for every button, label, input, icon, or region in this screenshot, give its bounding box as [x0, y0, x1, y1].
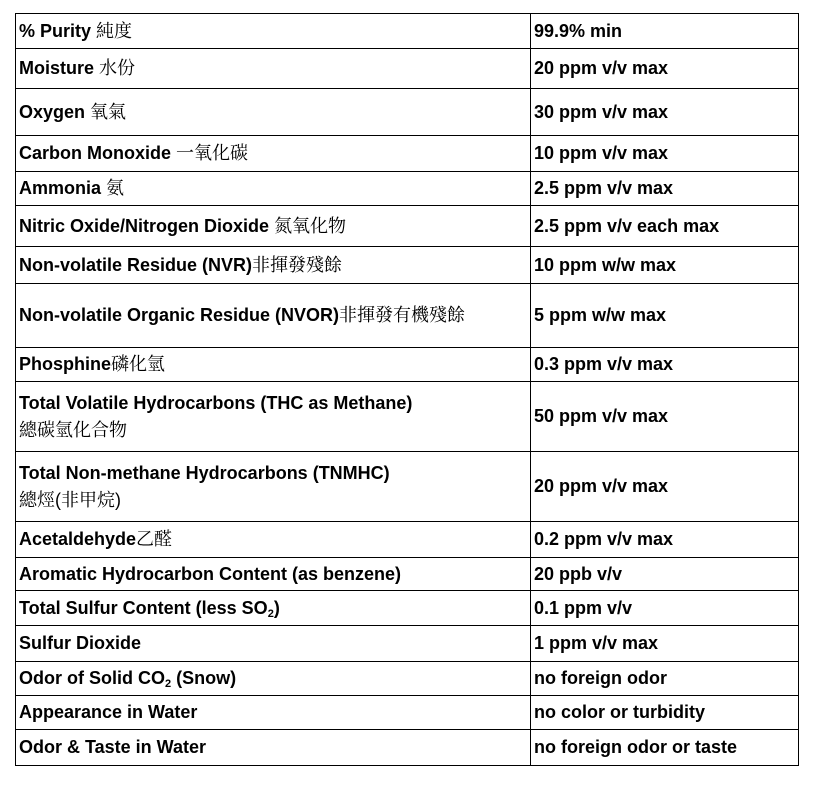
parameter-chinese-label: 水份 [99, 58, 136, 78]
parameter-chinese-label: 一氧化碳 [176, 143, 249, 163]
spec-cell: 20 ppm v/v max [531, 49, 799, 89]
table-row [16, 591, 799, 626]
spec-cell: 1 ppm v/v max [531, 626, 799, 662]
table-row [16, 172, 799, 206]
spec-cell: 20 ppb v/v [531, 558, 799, 591]
parameter-chinese-label: 磷化氫 [111, 354, 166, 374]
parameter-label: Total Volatile Hydrocarbons (THC as Methane) [19, 392, 413, 413]
parameter-cell [16, 49, 531, 89]
parameter-cell [16, 626, 531, 662]
subscript: 2 [267, 607, 274, 620]
parameter-cell [16, 206, 531, 247]
parameter-cell [16, 136, 531, 172]
table-row [16, 522, 799, 558]
table-row [16, 382, 799, 452]
spec-cell: no foreign odor [531, 662, 799, 696]
spec-cell: 10 ppm v/v max [531, 136, 799, 172]
parameter-chinese-label: 氧氣 [90, 101, 127, 122]
parameter-cell [16, 247, 531, 284]
table-row [16, 49, 799, 89]
table-row [16, 662, 799, 696]
parameter-cell [16, 382, 531, 452]
parameter-label: Moisture [19, 58, 95, 78]
parameter-label: Aromatic Hydrocarbon Content (as benzene) [19, 563, 402, 584]
table-row [16, 696, 799, 730]
parameter-chinese-label: 乙醛 [136, 529, 173, 549]
parameter-chinese-label: 非揮發殘餘 [252, 254, 343, 275]
table-row [16, 136, 799, 172]
parameter-cell [16, 14, 531, 49]
parameter-cell [16, 452, 531, 522]
spec-cell: 10 ppm w/w max [531, 247, 799, 284]
parameter-label: Phosphine [19, 354, 112, 374]
parameter-cell [16, 696, 531, 730]
spec-cell: 0.1 ppm v/v [531, 591, 799, 626]
parameter-label: Ammonia [19, 178, 102, 198]
spec-cell: 0.2 ppm v/v max [531, 522, 799, 558]
parameter-cell [16, 89, 531, 136]
table-row [16, 14, 799, 49]
parameter-cell [16, 662, 531, 696]
spec-cell: 30 ppm v/v max [531, 89, 799, 136]
parameter-chinese-label: 氨 [106, 178, 125, 198]
table-row [16, 626, 799, 662]
parameter-cell [16, 591, 531, 626]
parameter-cell [16, 348, 531, 382]
table-row [16, 730, 799, 766]
spec-cell: 5 ppm w/w max [531, 284, 799, 348]
parameter-label-tail: ) [273, 597, 280, 618]
spec-cell: 2.5 ppm v/v each max [531, 206, 799, 247]
spec-cell: 50 ppm v/v max [531, 382, 799, 452]
parameter-cell [16, 522, 531, 558]
table-row [16, 284, 799, 348]
table-row [16, 247, 799, 284]
spec-cell: 20 ppm v/v max [531, 452, 799, 522]
table-row [16, 558, 799, 591]
table-row [16, 452, 799, 522]
parameter-label: Total Sulfur Content (less SO [19, 597, 268, 618]
spec-cell: 99.9% min [531, 14, 799, 49]
parameter-cell [16, 172, 531, 206]
parameter-label: Non-volatile Residue (NVR) [19, 254, 253, 275]
spec-cell: 0.3 ppm v/v max [531, 348, 799, 382]
parameter-chinese-label: 純度 [96, 20, 133, 41]
table-row [16, 348, 799, 382]
parameter-cell [16, 558, 531, 591]
specification-table [15, 13, 799, 766]
parameter-label: Odor of Solid CO [19, 668, 165, 688]
parameter-cell [16, 284, 531, 348]
parameter-label: Total Non-methane Hydrocarbons (TNMHC) [19, 462, 390, 483]
parameter-label: Carbon Monoxide [19, 143, 171, 163]
subscript: 2 [165, 678, 172, 690]
parameter-label: Appearance in Water [19, 702, 198, 722]
parameter-label: Acetaldehyde [19, 529, 137, 549]
parameter-label: Sulfur Dioxide [19, 633, 142, 653]
spec-cell: no color or turbidity [531, 696, 799, 730]
parameter-label: Non-volatile Organic Residue (NVOR) [19, 305, 340, 325]
parameter-chinese-label: 總烴(非甲烷) [19, 489, 121, 510]
parameter-label: Nitric Oxide/Nitrogen Dioxide [19, 215, 270, 236]
table-row [16, 89, 799, 136]
parameter-label: Odor & Taste in Water [19, 737, 207, 757]
parameter-cell [16, 730, 531, 766]
parameter-chinese-label: 總碳氫化合物 [19, 419, 127, 440]
spec-cell: 2.5 ppm v/v max [531, 172, 799, 206]
parameter-chinese-label: 氮氧化物 [274, 215, 347, 236]
parameter-label: Oxygen [19, 101, 86, 122]
parameter-chinese-label: 非揮發有機殘餘 [339, 305, 466, 325]
parameter-label-tail: (Snow) [171, 668, 237, 688]
parameter-label: % Purity [19, 20, 92, 41]
table-row [16, 206, 799, 247]
spec-cell: no foreign odor or taste [531, 730, 799, 766]
